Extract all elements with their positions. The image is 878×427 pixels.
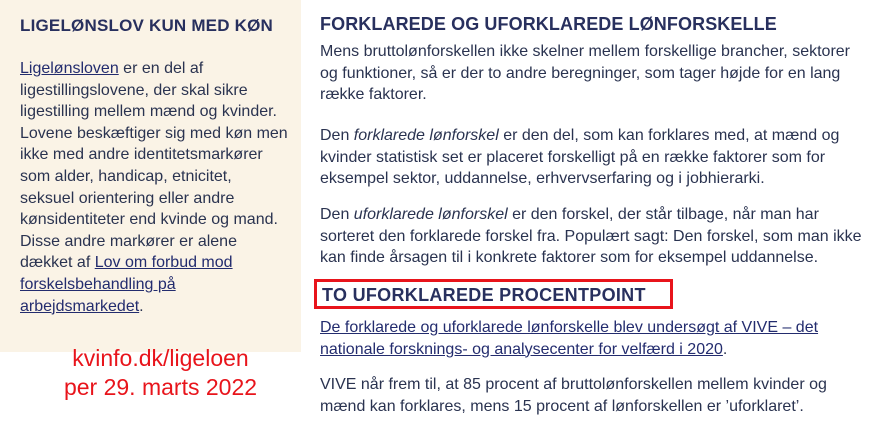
paragraph-explained <box>320 125 860 190</box>
source-annotation <box>38 344 283 402</box>
explained-gap-term: forklarede lønforskel <box>353 127 499 144</box>
vive-study-link[interactable]: De forklarede og uforklarede lønforskelle blev undersøgt af VIVE – det nationale forsknings- og analysecenter for velfærd i 2020 <box>320 319 819 358</box>
sidebar-text-part2: . <box>139 297 144 315</box>
p3-lead: Den <box>320 206 354 223</box>
sidebar-text <box>20 58 290 317</box>
sidebar-text-part1: er en del af ligestillingslovene, der skal sikre ligestilling mellem mænd og kvinder. Lovene beskæftiger sig med køn men ikke med andre identitetsmarkører som alder, handicap, etnicitet, seksuel orientering eller andre kønsidentiteter end kvinde og mand. Disse andre markører er alene dækket af <box>20 60 288 272</box>
paragraph-intro: Mens bruttolønforskellen ikke skelner mellem forskellige brancher, sektorer og funktioner, så er der to andre beregninger, som tager højde for en lang række faktorer. <box>320 43 850 103</box>
p2-lead: Den <box>320 127 354 144</box>
source-date-text: per 29. marts 2022 <box>63 374 258 400</box>
sidebar-title: LIGELØNSLOV KUN MED KØN <box>20 16 273 35</box>
p3-rest: er den forskel, der står tilbage, når man har sorteret den forklarede forskel fra. Populært sagt: Den forskel, som man ikke kan finde årsagen til i konkrete faktorer som for eksempel uddannelse. <box>320 206 862 266</box>
unexplained-gap-term: uforklarede lønforskel <box>353 206 508 223</box>
paragraph-vive-study <box>320 317 860 360</box>
p2-rest: er den del, som kan forklares med, at mænd og kvinder statistisk set er placeret forskelligt på en række faktorer som for eksempel sektor, uddannelse, erhvervserfaring og i jobhierarki. <box>320 127 840 187</box>
p4-end: . <box>722 340 728 358</box>
section-heading: TO UFORKLAREDE PROCENTPOINT <box>322 285 646 305</box>
paragraph-vive-result: VIVE når frem til, at 85 procent af bruttolønforskellen mellem kvinder og mænd kan forklares, mens 15 procent af lønforskellen er ’uforklaret’. <box>320 376 827 415</box>
source-url-text: kvinfo.dk/ligeloen <box>72 345 249 371</box>
article-heading: FORKLAREDE OG UFORKLAREDE LØNFORSKELLE <box>320 14 777 34</box>
sidebar-factbox <box>0 0 301 352</box>
paragraph-unexplained <box>320 204 865 269</box>
forskelsbehandling-law-link[interactable]: Lov om forbud mod forskelsbehandling på arbejdsmarkedet <box>20 254 233 315</box>
ligelonsloven-link[interactable]: Ligelønsloven <box>20 60 119 77</box>
article-body <box>320 14 865 415</box>
